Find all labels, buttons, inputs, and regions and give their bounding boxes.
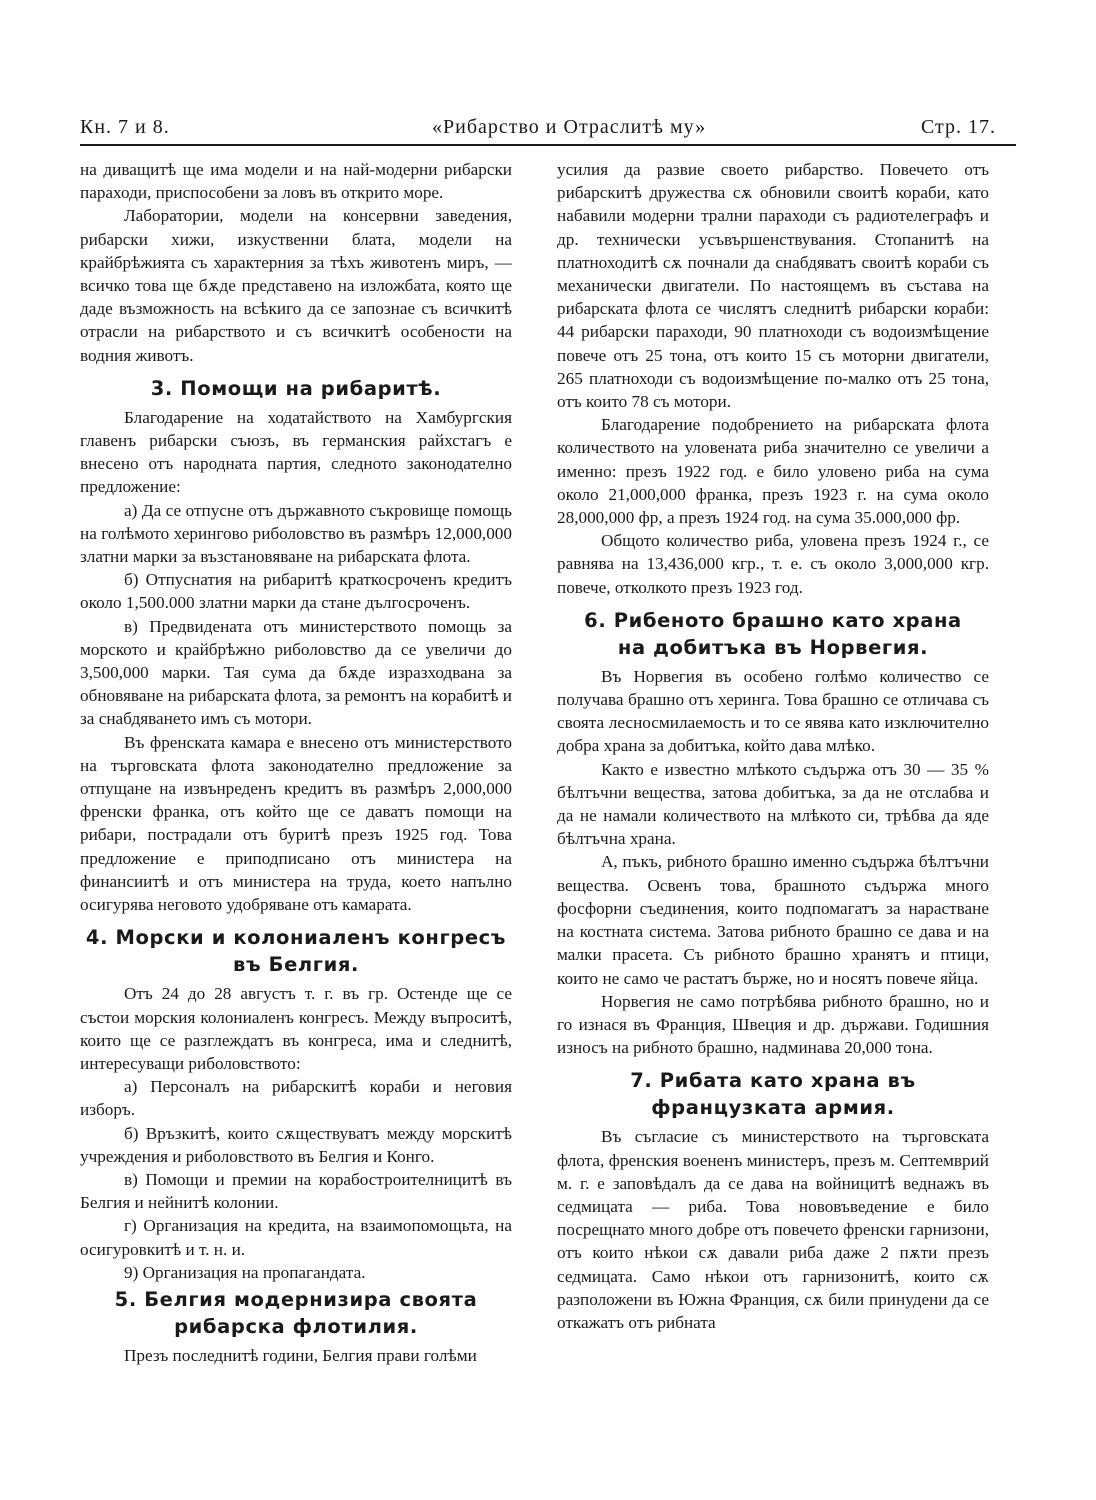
list-item: а) Персоналъ на рибарскитѣ кораби и неговия изборъ. [80,1077,512,1120]
list-item: в) Помощи и премии на корабостроителницитѣ въ Белгия и нейнитѣ колонии. [80,1169,512,1213]
paragraph: Въ Норвегия въ особено голѣмо количество се получава брашно отъ херинга. Това брашно се отличава съ своята лесносмилаемость и то се явява като изключително добра храна за добитъка, който дава млѣко. [557,666,989,756]
heading-line: на добитъка въ Норвегия. [617,635,929,659]
section-heading-6 [557,607,989,661]
paragraph: на диващитѣ ще има модели и на най-модерни рибарски параходи, приспособени за ловъ въ открито море. [80,160,512,203]
list-item: г) Организация на кредита, на взаимопомощьта, на осигуровкитѣ и т. н. и. [80,1216,512,1259]
heading-line: 4. Морски и колониаленъ конгресъ [85,926,507,950]
paragraph: Благодарение на ходатайството на Хамбургския главенъ рибарски съюзъ, въ германския райхстагъ е внесено отъ народната партия, следното законодателно предложение: [80,407,512,497]
paragraph: Отъ 24 до 28 августъ т. г. въ гр. Остенде ще се състои морския колониаленъ конгресъ. Между въпроситѣ, които ще се разглеждатъ въ конгреса, има и следнитѣ, интересуващи риболовството: [80,984,512,1073]
paragraph: Въ съгласие съ министерството на търговската флота, френския воененъ министеръ, презъ м. Септемврий м. г. е заповѣдалъ да се дава на войницитѣ веднажъ въ седмицата — риба. Това нововъведение е било посрещнато много добре отъ повечето френски гарнизони, отъ които нѣкои сѫ давали риба даже 2 пѫти презъ седмицата. Само нѣкои отъ гарнизонитѣ, които сѫ разположени въ Южна Франция, сѫ били принудени да се откажатъ отъ рибната [557,1127,989,1332]
paragraph: Норвегия не само потрѣбява рибното брашно, но и го изнася въ Франция, Швеция и др. държави. Годишния износъ на рибното брашно, надминава 20,000 тона. [557,991,989,1058]
left-column [80,158,512,1367]
list-item: а) Да се отпусне отъ държавното съкровище помощь на голѣмото херингово риболовство въ размѣръ 12,000,000 златни марки за възстановяване на рибарската флота. [80,500,512,567]
list-item: 9) Организация на пропагандата. [124,1262,366,1282]
section-heading-7 [557,1067,989,1121]
page-header [80,114,1016,146]
list-item: б) Отпуснатия на рибаритѣ краткосроченъ кредитъ около 1,500.000 златни марки да стане дългосроченъ. [80,570,512,613]
page-number: Стр. 17. [920,116,996,138]
journal-title: «Рибарство и Отраслитѣ му» [432,116,707,138]
list-item: б) Връзкитѣ, които сѫществуватъ между морскитѣ учреждения и риболовството въ Белгия и Конго. [80,1123,512,1166]
heading-line: 6. Рибеното брашно като храна [584,608,962,632]
list-item: в) Предвидената отъ министерството помощь за морското и крайбрѣжно риболовство да се увеличи до 3,500,000 марки. Тая сума да бѫде изразходвана за обновяване на рибарската флота, за ремонтъ на корабитѣ и за снабдяването имъ съ мотори. [80,616,512,729]
heading-line: въ Белгия. [233,953,359,977]
section-heading-4 [80,924,512,978]
heading-line: французката армия. [651,1096,895,1120]
issue-number: Кн. 7 и 8. [80,116,170,138]
paragraph: А, пъкъ, рибното брашно именно съдържа бѣлтъчни вещества. Освенъ това, брашното съдържа много фосфорни съединения, които подпомагатъ за нарастване на костната система. Затова рибното брашно се дава и на малки прасета. Съ рибното брашно хранятъ и птици, които не само че растатъ бърже, но и носятъ повече яйца. [557,852,989,988]
paragraph: Въ френската камара е внесено отъ министерството на търговската флота законодателно предложение за отпущане на извънреденъ кредитъ въ размѣръ 2,000,000 френски франка, отъ който ще се даватъ помощи на рибари, пострадали отъ буритѣ презъ 1925 год. Това предложение е приподписано отъ министера на финансиитѣ и отъ министера на труда, което напълно осигурява неговото удобряване отъ камарата. [80,732,512,915]
paragraph: Благодарение подобрението на рибарската флота количеството на уловената риба значително се увеличи а именно: презъ 1922 год. е било уловено риба на сума около 21,000,000 франка, презъ 1923 г. на сума около 28,000,000 фр, а презъ 1924 год. на сума 35.000,000 фр. [557,415,989,528]
section-heading-5: 5. Белгия модернизира своята рибарска флотилия. [114,1287,478,1338]
right-column [557,158,989,1334]
paragraph: Общото количество риба, уловена презъ 1924 г., се равнява на 13,436,000 кгр., т. е. съ около 3,000,000 кгр. повече, отколкото презъ 1923 год. [557,531,989,597]
paragraph: усилия да развие своето рибарство. Повечето отъ рибарскитѣ дружества сѫ обновили своитѣ кораби, като набавили модерни трални параходи съ радиотелеграфъ и др. технически усъвършенствувания. Стопанитѣ на платноходитѣ сѫ почнали да снабдяватъ своитѣ кораби съ механически двигатели. По настоящемъ въ състава на рибарската флота се числятъ следнитѣ рибарски кораби: 44 рибарски параходи, 90 платноходи съ водоизмѣщение повече отъ 25 тона, отъ които 15 съ моторни двигатели, 265 платноходи съ водоизмѣщение по-малко отъ 25 тона, отъ които 78 съ мотори. [557,160,989,412]
section-heading-3: 3. Помощи на рибаритѣ. [150,376,442,400]
heading-line: 7. Рибата като храна въ [630,1069,916,1093]
paragraph: Както е известно млѣкото съдържа отъ 30 — 35 % бѣлтъчни вещества, затова добитъка, за да не отслабва и да не намали количеството на млѣкото си, трѣбва да яде бѣлтъчна храна. [557,759,989,849]
paragraph: Презъ последнитѣ години, Белгия прави голѣми [124,1345,477,1365]
paragraph: Лаборатории, модели на консервни заведения, рибарски хижи, изкуственни блата, модели на крайбрѣжията съ характерния за тѣхъ животенъ миръ, — всичко това ще бѫде представено на изложбата, която ще даде възможность на всѣкиго да се запознае съ всичкитѣ отрасли на рибарството и съ всичкитѣ особености на водния животъ. [80,206,512,365]
